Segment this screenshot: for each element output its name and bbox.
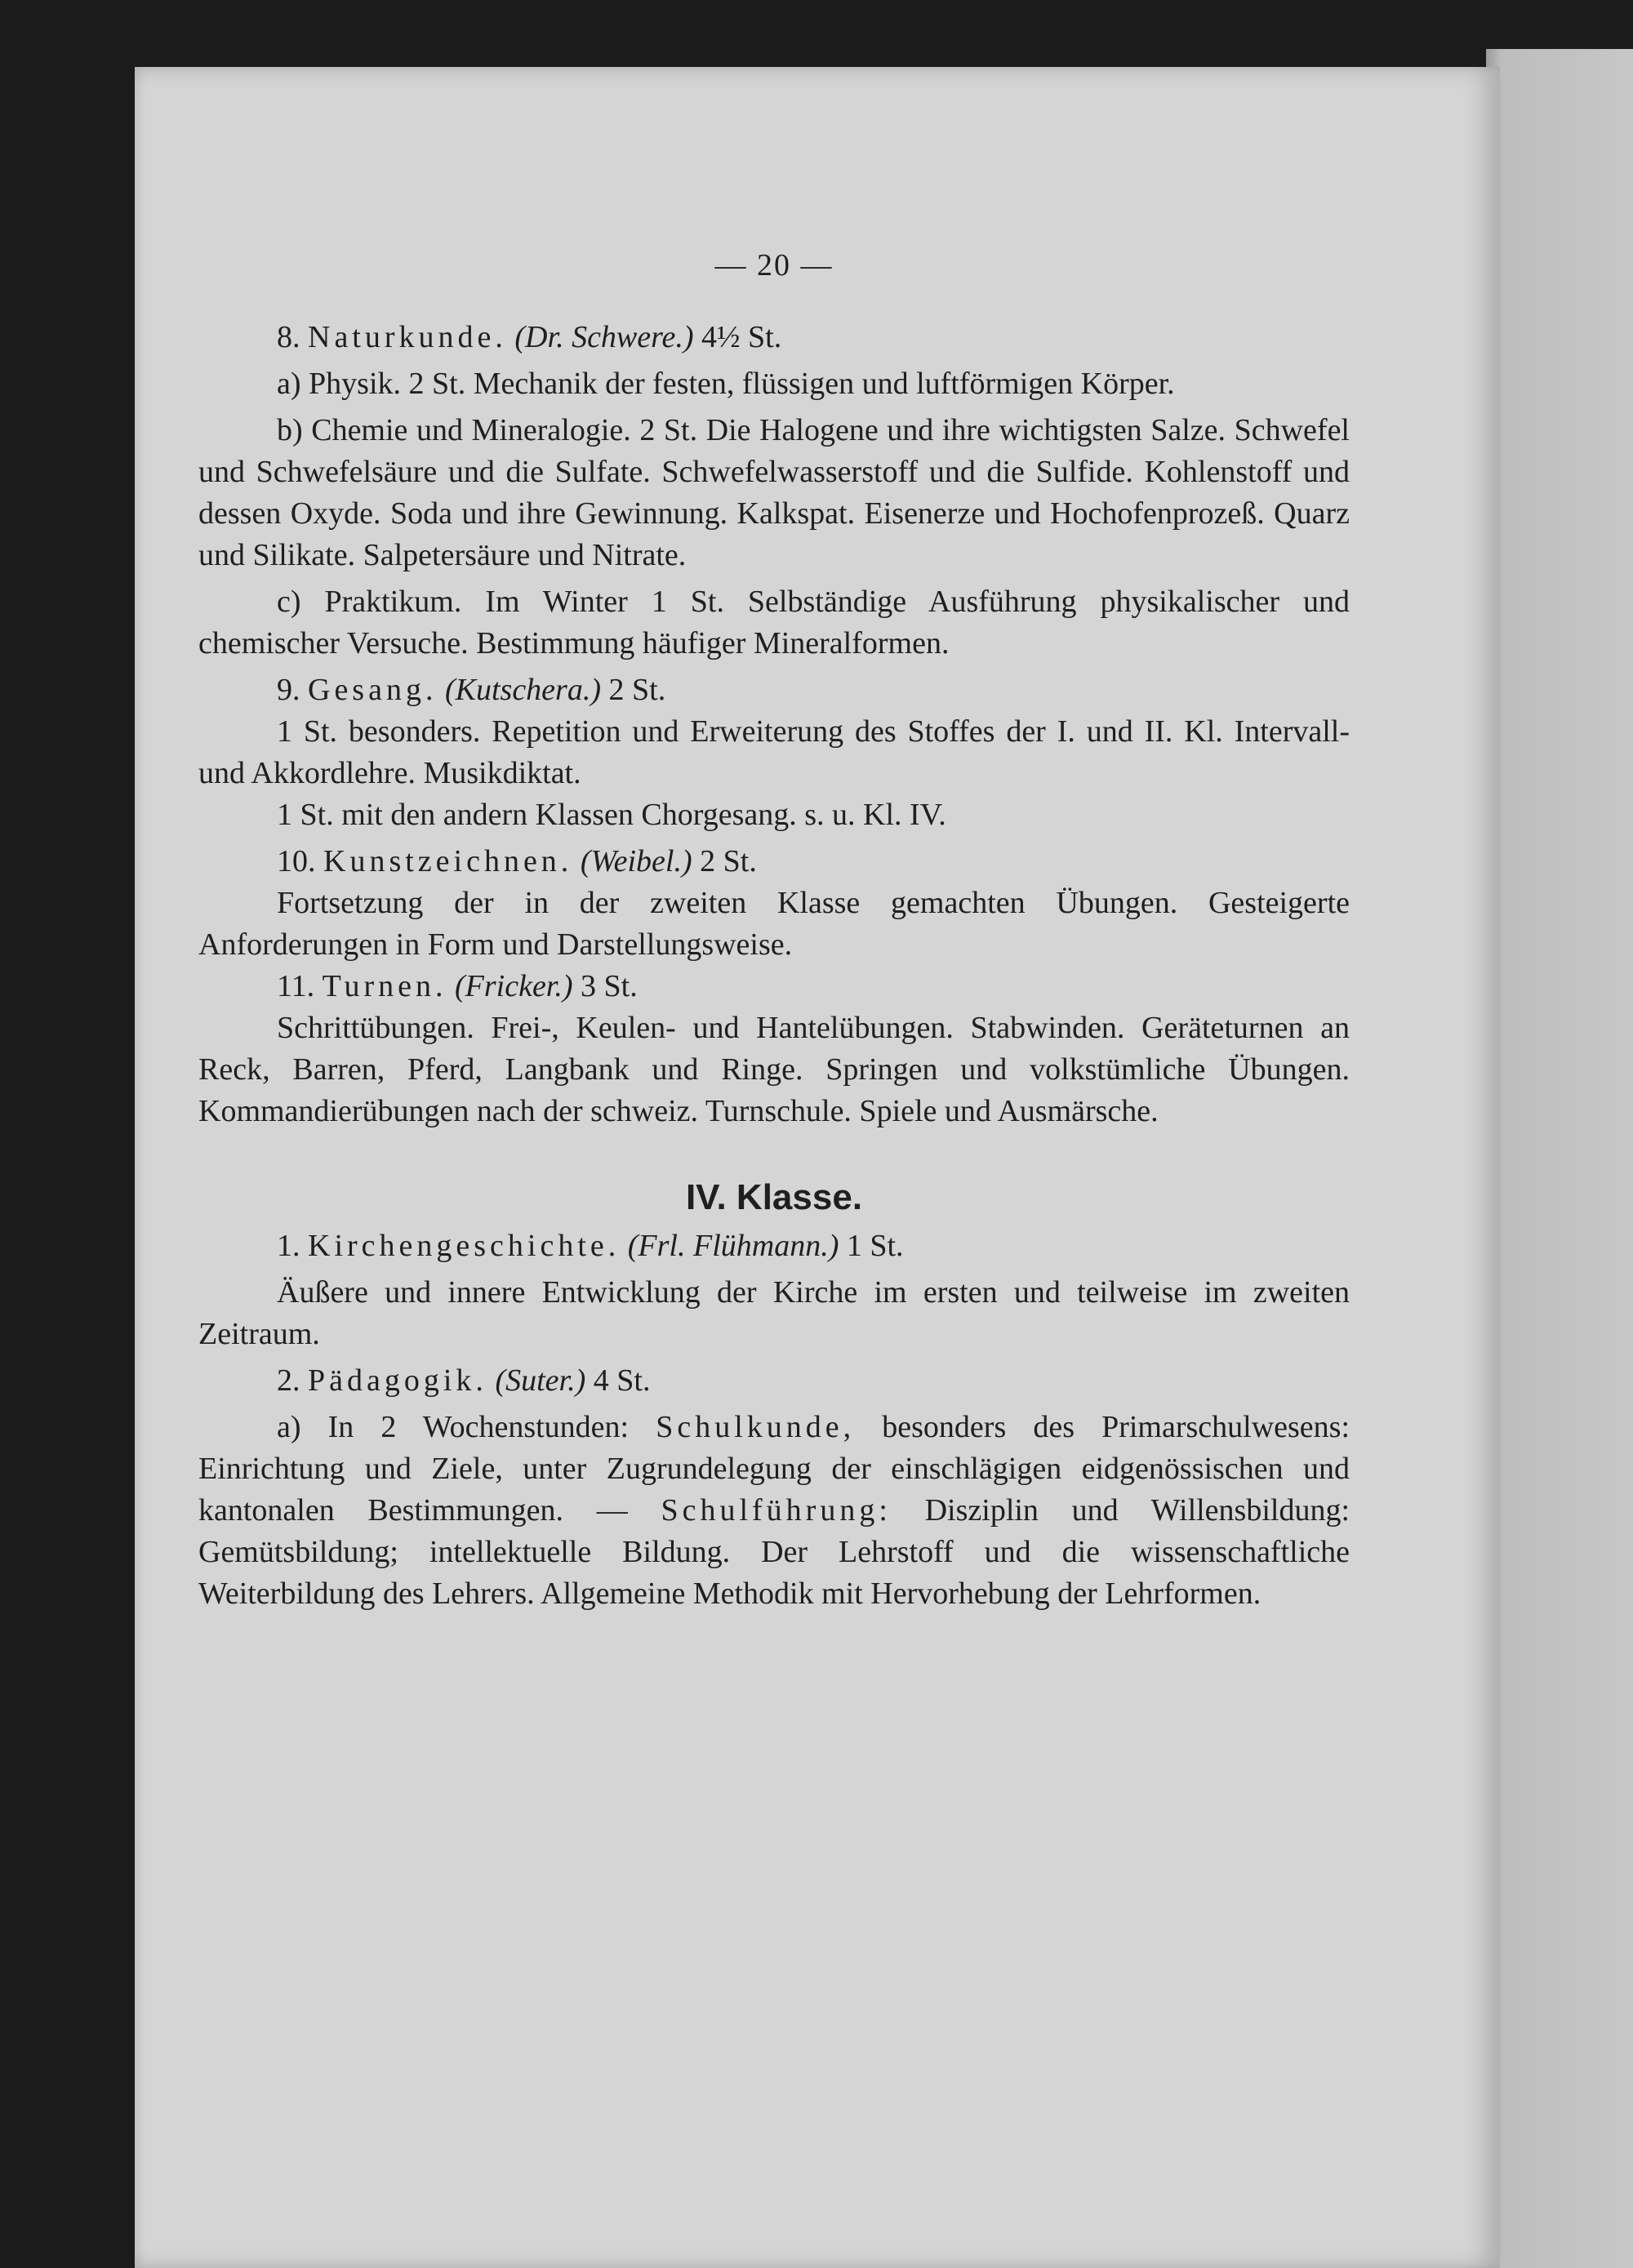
teacher-name: (Kutschera.) <box>444 673 601 707</box>
term-schulfuehrung: Schulführung: <box>661 1493 892 1528</box>
section-10-heading <box>198 841 1350 883</box>
section-9-heading <box>198 669 1350 711</box>
term-schulkunde: Schulkunde, <box>656 1410 856 1444</box>
paragraph-kunstzeichnen: Fortsetzung der in der zweiten Klasse gemachten Übungen. Gesteigerte Anforderungen in Form und Darstellungsweise. <box>198 886 1350 962</box>
section-number: 11. <box>277 969 315 1003</box>
paragraph-paedagogik <box>198 1407 1350 1615</box>
page-text <box>198 245 1350 1615</box>
page-number: — 20 — <box>714 248 834 282</box>
section-number: 1. <box>277 1229 300 1263</box>
subject-title: Gesang. <box>308 673 438 707</box>
section-8-heading <box>198 317 1350 358</box>
adjacent-page-edge <box>1486 49 1633 2268</box>
paragraph-middle: besonders des Primarschulwesens: Einrichtung und Ziele, unter Zugrundelegung der einschlägigen eidgenössischen und kantonalen Bestimmungen. — <box>198 1410 1350 1528</box>
paragraph-chemie: b) Chemie und Mineralogie. 2 St. Die Halogene und ihre wichtigsten Salze. Schwefel und Schwefelsäure und die Sulfate. Schwefelwasserstoff und die Sulfide. Kohlenstoff und dessen Oxyde. Soda und ihre Gewinnung. Kalkspat. Eisenerze und Hochofenprozeß. Quarz und Silikate. Salpetersäure und Nitrate. <box>198 413 1350 572</box>
subject-title: Turnen. <box>322 969 447 1003</box>
paragraph-turnen: Schrittübungen. Frei-, Keulen- und Hantelübungen. Stabwinden. Geräteturnen an Reck, Barren, Pferd, Langbank und Ringe. Springen und volkstümliche Übungen. Kommandierübungen nach der schweiz. Turnschule. Spiele und Ausmärsche. <box>198 1011 1350 1128</box>
section-number: 9. <box>277 673 300 707</box>
teacher-name: (Frl. Flühmann.) <box>627 1229 839 1263</box>
section-11-heading <box>198 966 1350 1007</box>
teacher-name: (Fricker.) <box>455 969 573 1003</box>
paragraph-gesang-2: 1 St. mit den andern Klassen Chorgesang. s. u. Kl. IV. <box>277 798 946 832</box>
section-number: 8. <box>277 320 300 354</box>
paragraph-physik: a) Physik. 2 St. Mechanik der festen, flüssigen und luftförmigen Körper. <box>277 367 1175 401</box>
paragraph-rest: Disziplin und Willensbildung: Gemütsbildung; intellektuelle Bildung. Der Lehrstoff und die wissenschaftliche Weiterbildung des Lehrers. Allgemeine Methodik mit Hervorhebung der Lehrformen. <box>198 1493 1350 1611</box>
class-heading: IV. Klasse. <box>685 1177 863 1217</box>
subject-title: Kunstzeichnen. <box>323 844 573 878</box>
subject-title: Kirchengeschichte. <box>308 1229 621 1263</box>
class4-section-2-heading <box>198 1360 1350 1402</box>
teacher-name: (Suter.) <box>495 1363 586 1398</box>
hours: 4½ St. <box>701 320 782 354</box>
paragraph-praktikum: c) Praktikum. Im Winter 1 St. Selbständige Ausführung physikalischer und chemischer Versuche. Bestimmung häufiger Mineralformen. <box>198 585 1350 660</box>
hours: 2 St. <box>608 673 666 707</box>
subject-title: Pädagogik. <box>308 1363 487 1398</box>
paragraph-gesang-1: 1 St. besonders. Repetition und Erweiterung des Stoffes der I. und II. Kl. Intervall- und Akkordlehre. Musikdiktat. <box>198 714 1350 790</box>
teacher-name: (Dr. Schwere.) <box>514 320 694 354</box>
class4-section-1-heading <box>198 1225 1350 1267</box>
paragraph-lead: a) In 2 Wochenstunden: <box>277 1410 630 1444</box>
hours: 3 St. <box>581 969 638 1003</box>
section-number: 2. <box>277 1363 300 1398</box>
paragraph-kirchengeschichte: Äußere und innere Entwicklung der Kirche im ersten und teilweise im zweiten Zeitraum. <box>198 1275 1350 1351</box>
hours: 1 St. <box>846 1229 904 1263</box>
hours: 4 St. <box>593 1363 651 1398</box>
teacher-name: (Weibel.) <box>580 844 692 878</box>
section-number: 10. <box>277 844 316 878</box>
subject-title: Naturkunde. <box>308 320 507 354</box>
hours: 2 St. <box>700 844 757 878</box>
